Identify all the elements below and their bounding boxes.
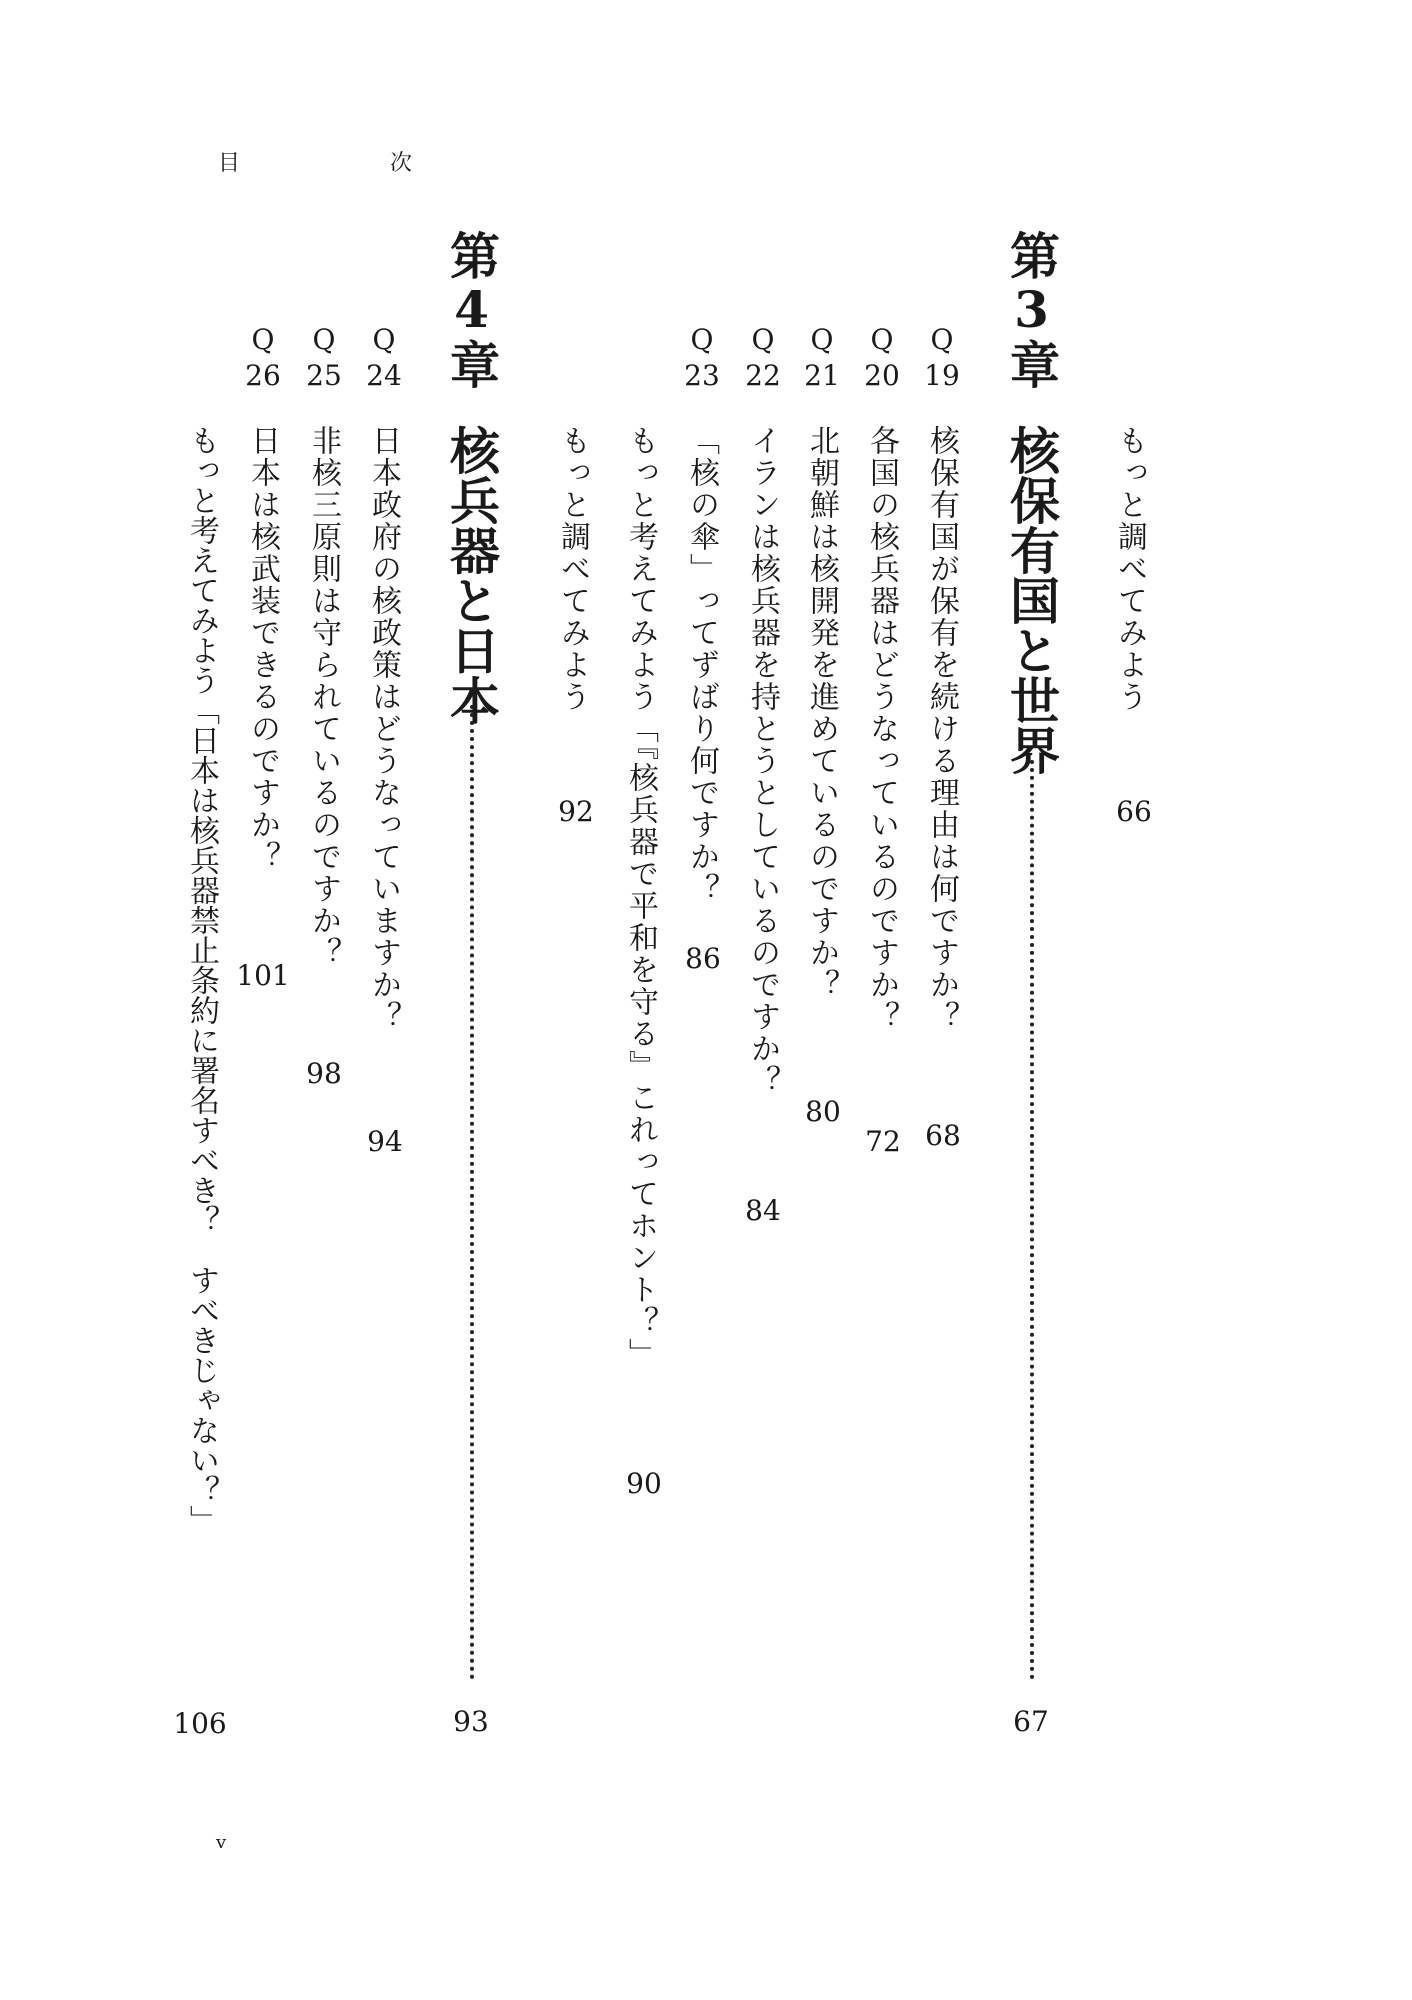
q25-number: Q 25 [306, 323, 342, 392]
ch3-research-page: 92 [558, 795, 594, 828]
q24-page: 94 [367, 1125, 403, 1158]
top-entry-text[interactable]: もっと調べてみよう [1112, 425, 1147, 713]
q20-number: Q 20 [864, 323, 900, 392]
q20-text[interactable]: 各国の核兵器はどうなっているのですか？ [864, 425, 899, 1033]
q22-page: 84 [745, 1194, 781, 1227]
q20-page: 72 [865, 1125, 901, 1158]
q21-number: Q 21 [804, 323, 840, 392]
q23-text[interactable]: 「核の傘」ってずばり何ですか？ [684, 425, 719, 905]
chapter4-leader-dots [470, 705, 474, 1680]
ch3-consider-text[interactable]: もっと考えてみよう「『核兵器で平和を守る』これってホント？」 [623, 425, 658, 1370]
ch4-consider-text[interactable]: もっと考えてみよう「日本は核兵器禁止条約に署名すべき？ すべきじゃない？」 [184, 425, 219, 1535]
q22-text[interactable]: イランは核兵器を持とうとしているのですか？ [745, 425, 780, 1097]
q21-text[interactable]: 北朝鮮は核開発を進めているのですか？ [804, 425, 839, 1001]
q26-number: Q 26 [245, 323, 281, 392]
q19-text[interactable]: 核保有国が保有を続ける理由は何ですか？ [924, 425, 959, 1033]
chapter3-number: 第3章 [1002, 230, 1061, 389]
chapter3-leader-dots [1030, 760, 1034, 1680]
q21-page: 80 [805, 1095, 841, 1128]
top-entry-page: 66 [1116, 795, 1152, 828]
q25-page: 98 [306, 1057, 342, 1090]
chapter3-title[interactable]: 核保有国と世界 [1002, 425, 1061, 775]
chapter4-page: 93 [453, 1705, 489, 1738]
page-header: 目 次 [218, 151, 477, 176]
q26-text[interactable]: 日本は核武装できるのですか？ [245, 425, 280, 873]
q26-page: 101 [236, 959, 290, 992]
chapter4-number: 第4章 [442, 230, 501, 389]
q23-number: Q 23 [684, 323, 720, 392]
q22-number: Q 22 [745, 323, 781, 392]
ch4-consider-page: 106 [173, 1707, 227, 1740]
q19-page: 68 [925, 1119, 961, 1152]
ch3-research-text[interactable]: もっと調べてみよう [555, 425, 590, 713]
page-number-footer: v [216, 1832, 227, 1853]
ch3-consider-page: 90 [626, 1467, 662, 1500]
q24-number: Q 24 [366, 323, 402, 392]
q23-page: 86 [685, 942, 721, 975]
q24-text[interactable]: 日本政府の核政策はどうなっていますか？ [366, 425, 401, 1033]
chapter3-page: 67 [1013, 1705, 1049, 1738]
q19-number: Q 19 [924, 323, 960, 392]
chapter4-title[interactable]: 核兵器と日本 [442, 425, 501, 725]
q25-text[interactable]: 非核三原則は守られているのですか？ [306, 425, 341, 969]
